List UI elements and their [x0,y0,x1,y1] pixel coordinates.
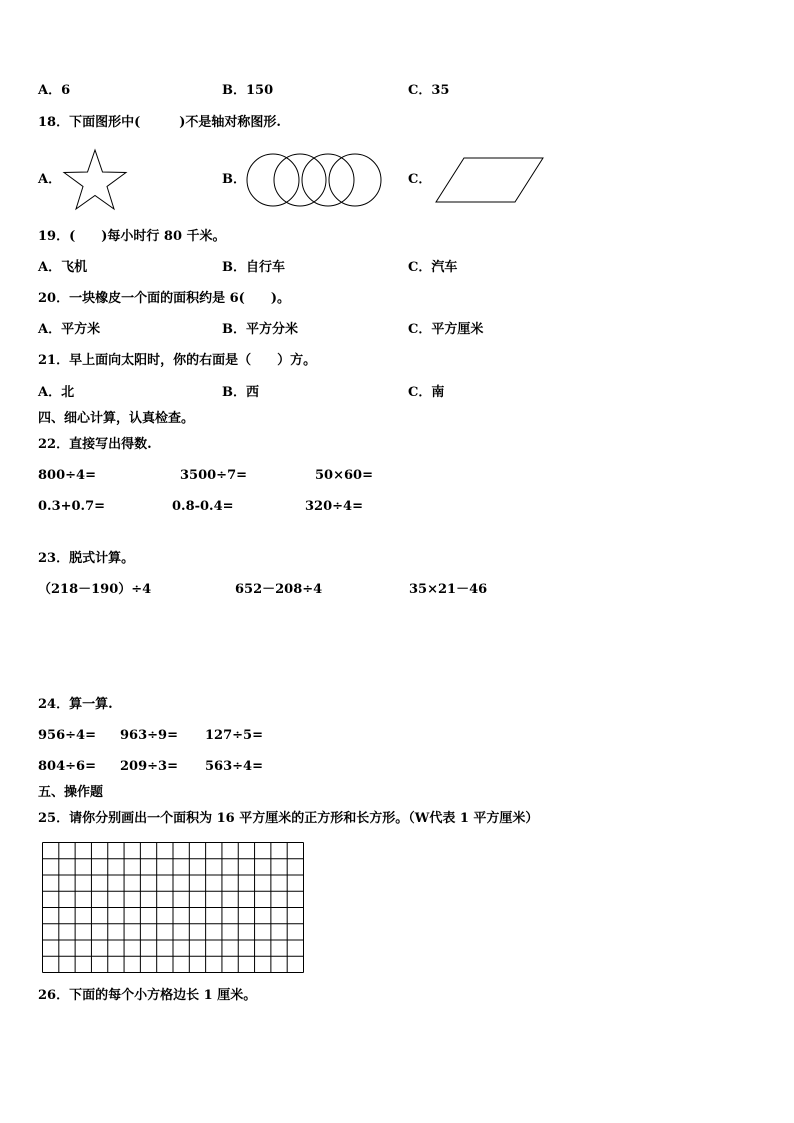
q17-option-b: B．150 [222,83,274,98]
q20-option-b: B．平方分米 [222,322,298,337]
q23-expression: （218－190）÷4 [38,582,152,597]
q21-option-c: C．南 [408,385,445,400]
q24-expression: 963÷9= [120,728,178,743]
q19-option-a: A．飞机 [38,260,88,275]
section-4-title: 四、细心计算，认真检查。 [38,411,195,426]
q22-expression: 800÷4= [38,468,96,483]
star-icon [62,148,128,212]
q20-stem: 20．一块橡皮一个面的面积约是 6( )。 [38,291,290,306]
q22-expression: 320÷4= [305,499,363,514]
q24-expression: 209÷3= [120,759,178,774]
q22-expression: 3500÷7= [180,468,248,483]
q21-option-a: A．北 [38,385,75,400]
square-grid [42,842,304,973]
q20-option-a: A．平方米 [38,322,101,337]
q18-stem: 18．下面图形中( )不是轴对称图形. [38,115,281,130]
q23-expression: 652－208÷4 [235,582,323,597]
section-5-title: 五、操作题 [38,785,104,800]
q22-expression: 0.8-0.4= [172,499,234,514]
q23-expression: 35×21－46 [409,582,488,597]
q17-option-c: C．35 [408,83,450,98]
four-circles-icon [245,153,383,207]
q21-stem: 21．早上面向太阳时，你的右面是（ ）方。 [38,353,317,368]
q24-expression: 804÷6= [38,759,96,774]
q19-option-c: C．汽车 [408,260,458,275]
parallelogram-icon [434,156,546,204]
q24-expression: 127÷5= [205,728,263,743]
q18-option-a: A． [38,172,62,187]
q23-stem: 23．脱式计算。 [38,551,135,566]
q18-option-c: C． [408,172,432,187]
q22-stem: 22．直接写出得数. [38,437,152,452]
q22-expression: 0.3+0.7= [38,499,106,514]
q18-option-b: B． [222,172,246,187]
q24-expression: 956÷4= [38,728,96,743]
q24-stem: 24．算一算. [38,697,113,712]
q24-expression: 563÷4= [205,759,263,774]
q17-option-a: A．6 [38,83,71,98]
q25-stem: 25．请你分别画出一个面积为 16 平方厘米的正方形和长方形。（W代表 1 平方厘米） [38,811,539,826]
q26-stem: 26．下面的每个小方格边长 1 厘米。 [38,988,257,1003]
q20-option-c: C．平方厘米 [408,322,484,337]
q19-option-b: B．自行车 [222,260,285,275]
q21-option-b: B．西 [222,385,259,400]
q19-stem: 19．( )每小时行 80 千米。 [38,229,226,244]
q22-expression: 50×60= [315,468,373,483]
